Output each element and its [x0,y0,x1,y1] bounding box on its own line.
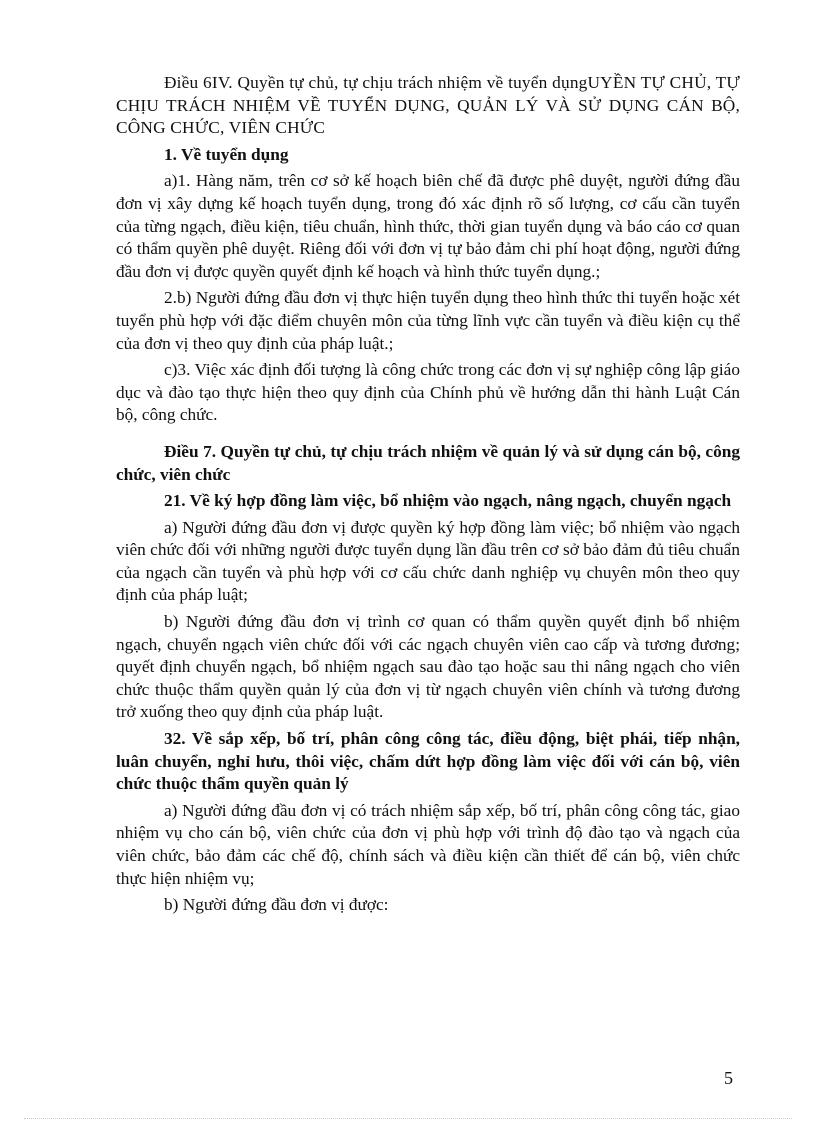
page-bottom-divider [24,1118,792,1119]
page-number: 5 [724,1068,733,1088]
section3-heading: 32. Về sắp xếp, bố trí, phân công công tác, điều động, biệt phái, tiếp nhận, luân chuyển, nghỉ hưu, thôi việc, chấm dứt hợp đồng làm việc đối với cán bộ, viên chức thuộc thẩm quyền quản lý [116,729,740,794]
paragraph-3a: a) Người đứng đầu đơn vị có trách nhiệm sắp xếp, bố trí, phân công công tác, giao nhiệm vụ cho cán bộ, viên chức của đơn vị phù hợp với trình độ đào tạo và ngạch của viên chức, bảo đảm các chế độ, chính sách và điều kiện cần thiết để cán bộ, viên chức thực hiện nhiệm vụ; [116,800,740,888]
paragraph-2b: b) Người đứng đầu đơn vị trình cơ quan có thẩm quyền quyết định bổ nhiệm ngạch, chuyển ngạch viên chức đối với các ngạch chuyên viên cao cấp và tương đương; quyết định chuyển ngạch, bổ nhiệm ngạch sau đào tạo hoặc sau thi nâng ngạch cho viên chức thuộc thẩm quyền quản lý của đơn vị từ ngạch chuyên viên chính và tương đương trở xuống theo quy định của pháp luật. [116,612,740,722]
paragraph-1c: c)3. Việc xác định đối tượng là công chức trong các đơn vị sự nghiệp công lập giáo dục và đào tạo thực hiện theo quy định của Chính phủ về hướng dẫn thi hành Luật Cán bộ, công chức. [116,360,740,425]
section1-heading: 1. Về tuyển dụng [164,144,289,164]
article6-heading: Điều 6IV. Quyền tự chủ, tự chịu trách nhiệm về tuyển dụngUYỀN TỰ CHỦ, TỰ CHỊU TRÁCH NHIỆM VỀ TUYỂN DỤNG, QUẢN LÝ VÀ SỬ DỤNG CÁN BỘ, CÔNG CHỨC, VIÊN CHỨC [116,73,740,138]
paragraph-1b: 2.b) Người đứng đầu đơn vị thực hiện tuyển dụng theo hình thức thi tuyển hoặc xét tuyển phù hợp với đặc điểm chuyên môn của từng lĩnh vực cần tuyển và điều kiện cụ thể của đơn vị theo quy định của pháp luật.; [116,288,740,353]
paragraph-2a: a) Người đứng đầu đơn vị được quyền ký hợp đồng làm việc; bổ nhiệm vào ngạch viên chức đối với những người được tuyển dụng lần đầu trên cơ sở bảo đảm đủ tiêu chuẩn của ngạch cần tuyển và phù hợp với cơ cấu chức danh nghiệp vụ chuyên môn theo quy định của pháp luật; [116,517,740,605]
section2-heading: 21. Về ký hợp đồng làm việc, bổ nhiệm vào ngạch, nâng ngạch, chuyển ngạch [164,491,732,511]
document-page [116,72,740,917]
article7-heading: Điều 7. Quyền tự chủ, tự chịu trách nhiệm về quản lý và sử dụng cán bộ, công chức, viên chức [116,441,740,484]
paragraph-3b: b) Người đứng đầu đơn vị được: [164,895,389,915]
paragraph-1a: a)1. Hàng năm, trên cơ sở kế hoạch biên chế đã được phê duyệt, người đứng đầu đơn vị xây dựng kế hoạch tuyển dụng, trong đó xác định rõ số lượng, cơ cấu cần tuyển của từng ngạch, điều kiện, tiêu chuẩn, hình thức, thời gian tuyển dụng và báo cáo cơ quan có thẩm quyền phê duyệt. Riêng đối với đơn vị tự bảo đảm chi phí hoạt động, người đứng đầu đơn vị được quyền quyết định kế hoạch và hình thức tuyển dụng.; [116,171,740,281]
